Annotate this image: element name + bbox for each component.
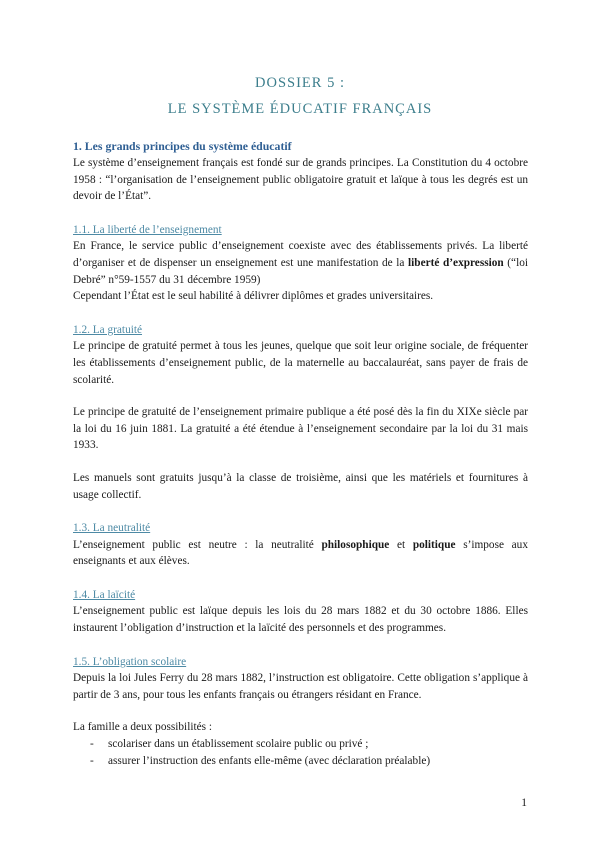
neutralite-paragraph	[73, 537, 528, 570]
liberte-diplomes-paragraph: Cependant l’État est le seul habilité à délivrer diplômes et grades universitaires.	[73, 290, 434, 303]
liberte-text-after: (“loi Debré” n°59-1557 du 31 décembre 1959)	[73, 256, 529, 286]
section-heading-principles: 1. Les grands principes du système éducatif	[73, 139, 292, 153]
subsection-heading-obligation: 1.5. L’obligation scolaire	[73, 655, 187, 668]
neutralite-text-after: s’impose aux enseignants et aux élèves.	[73, 538, 528, 568]
gratuite-paragraph-3: Les manuels sont gratuits jusqu’à la classe de troisième, ainsi que les matériels et fournitures à usage collectif.	[73, 471, 528, 501]
title-line-dossier: DOSSIER 5 :	[255, 75, 345, 91]
gratuite-paragraph-1: Le principe de gratuité permet à tous les jeunes, quelque que soit leur origine sociale, de fréquenter les établissements d’enseignement public, de la maternelle au baccalauréat, sans payer de frais de scolarité.	[73, 340, 528, 386]
list-dash: -	[90, 754, 94, 767]
neutralite-philosophique-bold: philosophique	[321, 538, 390, 551]
obligation-paragraph: Depuis la loi Jules Ferry du 28 mars 1882, l’instruction est obligatoire. Cette obligation s’applique à partir de 3 ans, pour tous les enfants français ou étrangers résidant en France.	[73, 672, 528, 701]
neutralite-text-mid: et	[389, 538, 413, 551]
laicite-paragraph: L’enseignement public est laïque depuis les lois du 28 mars 1882 et du 30 octobre 1886. Elles instaurent l’obligation d’instruction et la laïcité des personnels et des programmes.	[73, 605, 528, 635]
neutralite-text-before: L’enseignement public est neutre : la neutralité	[73, 538, 322, 551]
list-item-text: assurer l’instruction des enfants elle-même (avec déclaration préalable)	[108, 754, 431, 767]
neutralite-politique-bold: politique	[412, 538, 456, 551]
subsection-heading-neutralite: 1.3. La neutralité	[73, 522, 151, 535]
page-number: 1	[521, 797, 527, 809]
possibilites-list	[73, 736, 528, 769]
famille-possibilites-paragraph: La famille a deux possibilités :	[73, 721, 212, 734]
section-intro-paragraph: Le système d’enseignement français est fondé sur de grands principes. La Constitution du 4 octobre 1958 : “l’organisation de l’enseignement public obligatoire gratuit et laïque à tous les degrés est un devoir de l’État”.	[73, 157, 528, 203]
list-item	[73, 736, 528, 753]
list-dash: -	[90, 738, 94, 751]
gratuite-paragraph-2: Le principe de gratuité de l’enseignement primaire publique a été posé dès la fin du XIXe siècle par la loi du 16 juin 1881. La gratuité a été étendue à l’enseignement secondaire par la loi du 31 mais 1933.	[73, 406, 528, 452]
title-line-subject: LE SYSTÈME ÉDUCATIF FRANÇAIS	[167, 101, 433, 117]
subsection-heading-liberte: 1.1. La liberté de l’enseignement	[73, 223, 222, 236]
liberte-text-before: En France, le service public d’enseignement coexiste avec des établissements privés. La liberté d’organiser et de dispenser un enseignement est une manifestation de la	[73, 240, 528, 269]
list-item-text: scolariser dans un établissement scolaire public ou privé ;	[108, 738, 369, 751]
document-title	[0, 74, 600, 118]
liberte-paragraph	[73, 238, 528, 288]
subsection-heading-gratuite: 1.2. La gratuité	[73, 323, 143, 336]
list-item	[73, 753, 528, 770]
subsection-heading-laicite: 1.4. La laïcité	[73, 588, 136, 601]
liberte-expression-bold: liberté d’expression	[408, 256, 504, 269]
document-body	[73, 138, 528, 769]
